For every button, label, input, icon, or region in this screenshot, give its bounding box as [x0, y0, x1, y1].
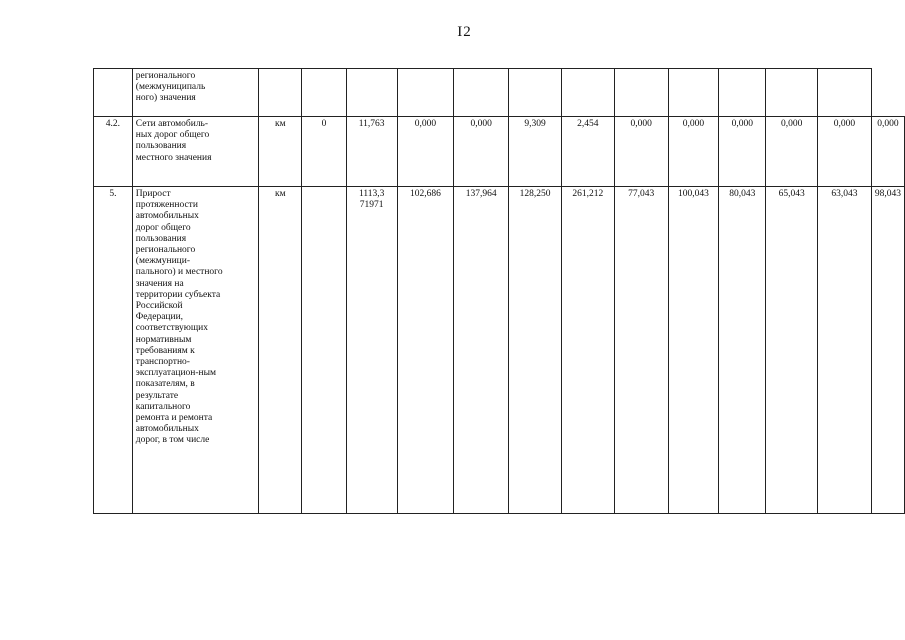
value-cell: 9,309	[509, 117, 562, 187]
value-cell: 1113,3 71971	[346, 187, 397, 514]
value-cell	[766, 69, 818, 117]
value-cell	[668, 69, 719, 117]
value-cell: 0,000	[871, 117, 904, 187]
value-cell: 102,686	[397, 187, 454, 514]
value-cell	[454, 69, 509, 117]
value-cell: 2,454	[561, 117, 614, 187]
row-number-cell	[94, 69, 133, 117]
indicator-name-cell	[132, 69, 259, 117]
unit-cell: км	[259, 187, 302, 514]
indicator-name: регионального (межмуниципаль ного) значения	[135, 71, 206, 104]
table-row	[94, 187, 905, 514]
value-cell	[397, 69, 454, 117]
value-cell: 0	[302, 117, 347, 187]
value-cell: 0,000	[668, 117, 719, 187]
value-cell: 80,043	[719, 187, 766, 514]
value-cell: 0,000	[719, 117, 766, 187]
value-cell: 63,043	[818, 187, 872, 514]
value-cell	[302, 69, 347, 117]
value-cell	[719, 69, 766, 117]
value-cell	[302, 187, 347, 514]
unit-cell	[259, 69, 302, 117]
value-cell: 11,763	[346, 117, 397, 187]
value-cell	[614, 69, 668, 117]
indicator-name: Сети автомобиль-ных дорог общего пользования местного значения	[135, 119, 212, 163]
value-cell: 0,000	[454, 117, 509, 187]
row-number-cell: 5.	[94, 187, 133, 514]
value-cell: 261,212	[561, 187, 614, 514]
value-cell	[346, 69, 397, 117]
value-cell	[509, 69, 562, 117]
indicator-name-cell	[132, 187, 259, 514]
value-cell: 128,250	[509, 187, 562, 514]
table-row	[94, 117, 905, 187]
value-cell: 100,043	[668, 187, 719, 514]
row-number-cell: 4.2.	[94, 117, 133, 187]
value-cell	[818, 69, 872, 117]
value-cell: 0,000	[397, 117, 454, 187]
indicator-table	[93, 68, 905, 514]
value-cell: 0,000	[614, 117, 668, 187]
value-cell: 65,043	[766, 187, 818, 514]
page-number: I2	[457, 24, 472, 40]
indicator-name-cell	[132, 117, 259, 187]
value-cell	[561, 69, 614, 117]
value-cell: 137,964	[454, 187, 509, 514]
value-cell: 98,043	[871, 187, 904, 514]
unit-cell: км	[259, 117, 302, 187]
value-cell: 0,000	[818, 117, 872, 187]
value-cell: 0,000	[766, 117, 818, 187]
indicator-name: Прирост протяженности автомобильных дорог общего пользования регионального (межмуници-пального) и местного значения на территории субъекта Российской Федерации, соответствующих нормативным требованиям к транспортно-эксплуатацион-ным показателям, в результате капитального ремонта и ремонта автомобильных дорог, в том числе	[135, 189, 223, 446]
value-cell: 77,043	[614, 187, 668, 514]
table-row	[94, 69, 905, 117]
